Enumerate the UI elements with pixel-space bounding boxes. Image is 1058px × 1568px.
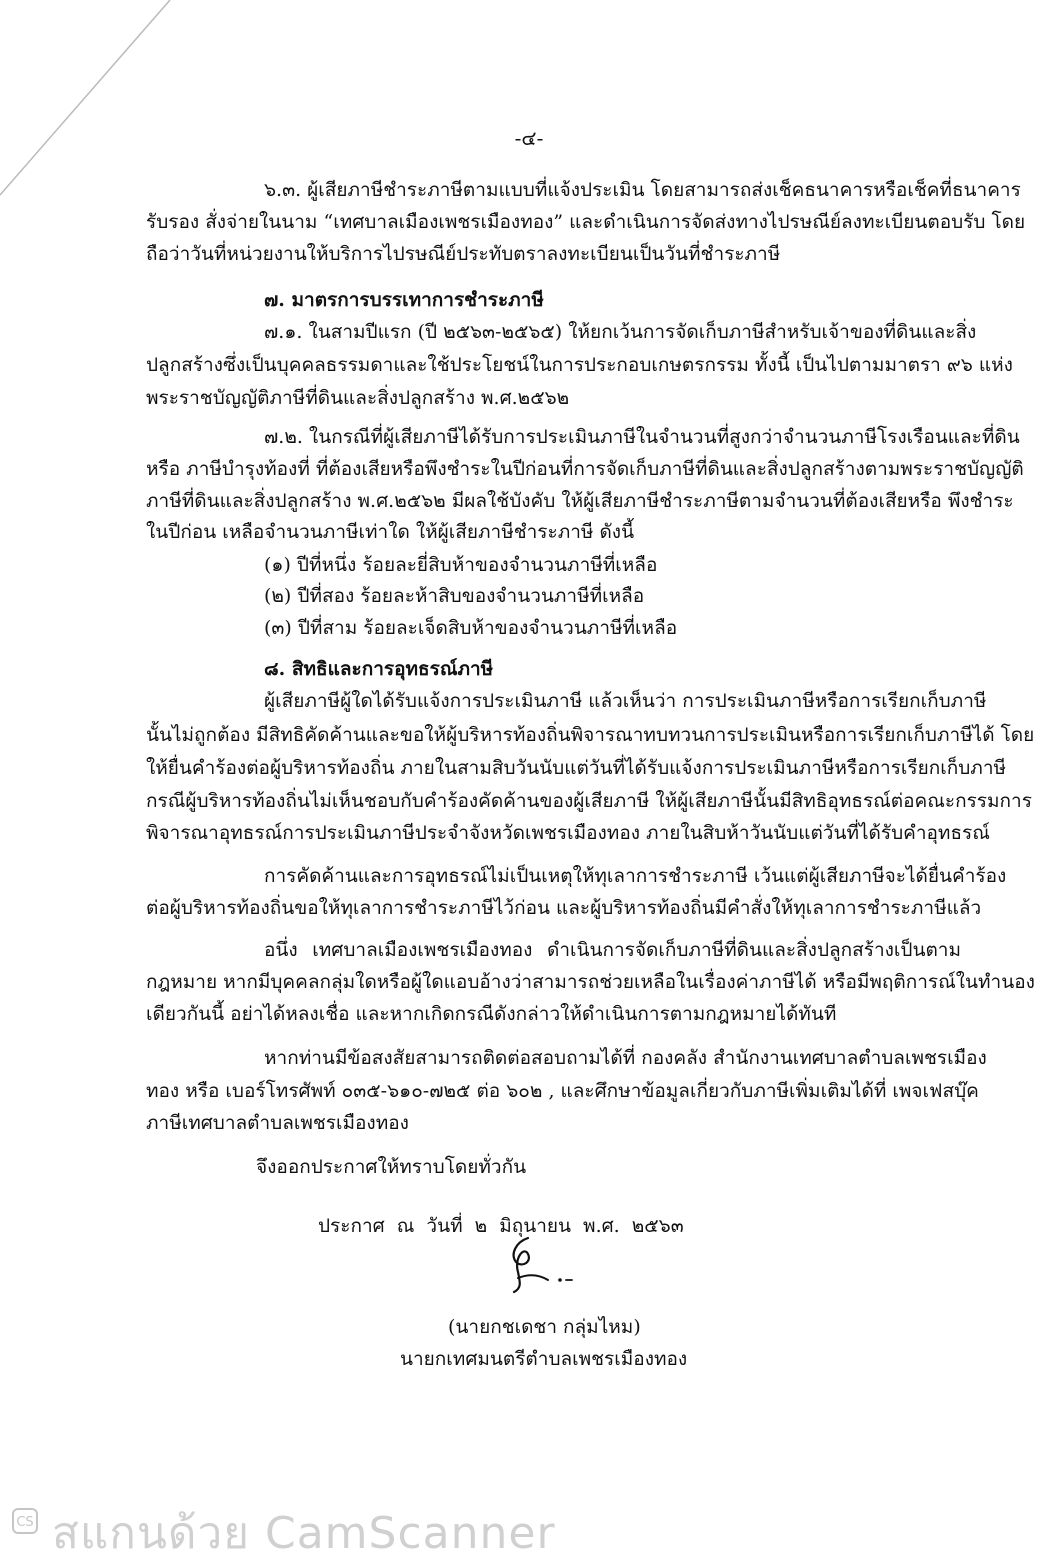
section-7-heading: ๗. มาตรการบรรเทาการชำระภาษี [264, 289, 544, 311]
section-8-p4-line-3: ภาษีเทศบาลตำบลเพชรเมืองทอง [146, 1112, 409, 1134]
watermark-text: สแกนด้วย CamScanner [52, 1508, 556, 1559]
camscanner-watermark [12, 1500, 632, 1559]
section-6-3-line-3: ถือว่าวันที่หน่วยงานให้บริการไปรษณีย์ประทับตราลงทะเบียนเป็นวันที่ชำระภาษี [146, 243, 781, 265]
section-8-p2-line-1: การคัดค้านและการอุทธรณ์ไม่เป็นเหตุให้ทุเลาการชำระภาษี เว้นแต่ผู้เสียภาษีจะได้ยื่นคำร้อง [264, 865, 1007, 887]
list-item: (๒) ปีที่สอง ร้อยละห้าสิบของจำนวนภาษีที่เหลือ [264, 585, 645, 607]
section-8-p1-line-3: ให้ยื่นคำร้องต่อผู้บริหารท้องถิ่น ภายในสามสิบวันนับแต่วันที่ได้รับแจ้งการประเมินภาษีหรือการเรียกเก็บภาษี [146, 757, 1007, 779]
list-item: (๑) ปีที่หนึ่ง ร้อยละยี่สิบห้าของจำนวนภาษีที่เหลือ [264, 554, 658, 576]
section-8-p2-line-2: ต่อผู้บริหารท้องถิ่นขอให้ทุเลาการชำระภาษีไว้ก่อน และผู้บริหารท้องถิ่นมีคำสั่งให้ทุเลาการชำระภาษีแล้ว [146, 897, 982, 919]
section-8-p3-line-3: เดียวกันนี้ อย่าได้หลงเชื่อ และหากเกิดกรณีดังกล่าวให้ดำเนินการตามกฎหมายได้ทันที [146, 1003, 837, 1025]
list-item: (๓) ปีที่สาม ร้อยละเจ็ดสิบห้าของจำนวนภาษีที่เหลือ [264, 617, 678, 639]
section-8-p4-line-2: ทอง หรือ เบอร์โทรศัพท์ ๐๓๕-๖๑๐-๗๒๕ ต่อ ๖๐๒ , และศึกษาข้อมูลเกี่ยวกับภาษีเพิ่มเติมได้ที่ เพจเฟสบุ๊ค [146, 1080, 979, 1102]
section-8-p4-line-1: หากท่านมีข้อสงสัยสามารถติดต่อสอบถามได้ที่ กองคลัง สำนักงานเทศบาลตำบลเพชรเมือง [264, 1047, 987, 1069]
section-6-3-line-2: รับรอง สั่งจ่ายในนาม “เทศบาลเมืองเพชรเมืองทอง” และดำเนินการจัดส่งทางไปรษณีย์ลงทะเบียนตอบรับ โดย [146, 211, 1026, 233]
section-6-3-line-1: ๖.๓. ผู้เสียภาษีชำระภาษีตามแบบที่แจ้งประเมิน โดยสามารถส่งเช็คธนาคารหรือเช็คที่ธนาคาร [264, 179, 1021, 201]
section-7-2-line-1: ๗.๒. ในกรณีที่ผู้เสียภาษีได้รับการประเมินภาษีในจำนวนที่สูงกว่าจำนวนภาษีโรงเรือนและที่ดิน [264, 426, 1020, 448]
section-7-2-line-3: ภาษีที่ดินและสิ่งปลูกสร้าง พ.ศ.๒๕๖๒ มีผลใช้บังคับ ให้ผู้เสียภาษีชำระภาษีตามจำนวนที่ต้องเสียหรือ พึงชำระ [146, 490, 1014, 512]
section-7-1-line-1: ๗.๑. ในสามปีแรก (ปี ๒๕๖๓-๒๕๖๕) ให้ยกเว้นการจัดเก็บภาษีสำหรับเจ้าของที่ดินและสิ่ง [264, 321, 977, 343]
announcement-line: จึงออกประกาศให้ทราบโดยทั่วกัน [256, 1156, 527, 1178]
section-8-p3-line-1: อนึ่ง เทศบาลเมืองเพชรเมืองทอง ดำเนินการจัดเก็บภาษีที่ดินและสิ่งปลูกสร้างเป็นตาม [264, 939, 961, 961]
section-7-2-line-4: ในปีก่อน เหลือจำนวนภาษีเท่าใด ให้ผู้เสียภาษีชำระภาษี ดังนี้ [146, 521, 635, 543]
section-7-1-line-2: ปลูกสร้างซึ่งเป็นบุคคลธรรมดาและใช้ประโยชน์ในการประกอบเกษตรกรรม ทั้งนี้ เป็นไปตามมาตรา ๙๖ แห่ง [146, 354, 1013, 376]
section-8-p1-line-5: พิจารณาอุทธรณ์การประเมินภาษีประจำจังหวัดเพชรเมืองทอง ภายในสิบห้าวันนับแต่วันที่ได้รับคำอุทธรณ์ [146, 822, 990, 844]
announcement-date: ประกาศ ณ วันที่ ๒ มิถุนายน พ.ศ. ๒๕๖๓ [318, 1215, 684, 1237]
section-8-p1-line-4: กรณีผู้บริหารท้องถิ่นไม่เห็นชอบกับคำร้องคัดค้านของผู้เสียภาษี ให้ผู้เสียภาษีนั้นมีสิทธิอุทธรณ์ต่อคณะกรรมการ [146, 790, 1032, 812]
section-8-p1-line-2: นั้นไม่ถูกต้อง มีสิทธิคัดค้านและขอให้ผู้บริหารท้องถิ่นพิจารณาทบทวนการประเมินหรือการเรียกเก็บภาษีได้ โดย [146, 724, 1035, 746]
signer-name: (นายกชเดชา กลุ่มไหม) [448, 1316, 641, 1338]
page-number: -๔- [514, 126, 544, 150]
section-7-1-line-3: พระราชบัญญัติภาษีที่ดินและสิ่งปลูกสร้าง พ.ศ.๒๕๖๒ [146, 387, 570, 409]
signature [498, 1228, 578, 1298]
signer-title: นายกเทศมนตรีตำบลเพชรเมืองทอง [400, 1348, 688, 1370]
section-8-p1-line-1: ผู้เสียภาษีผู้ใดได้รับแจ้งการประเมินภาษี แล้วเห็นว่า การประเมินภาษีหรือการเรียกเก็บภาษี [264, 690, 987, 712]
section-8-heading: ๘. สิทธิและการอุทธรณ์ภาษี [264, 658, 494, 680]
section-8-p3-line-2: กฎหมาย หากมีบุคคลกลุ่มใดหรือผู้ใดแอบอ้างว่าสามารถช่วยเหลือในเรื่องค่าภาษีได้ หรือมีพฤติการณ์ในทำนอง [146, 971, 1035, 993]
folded-corner-line [0, 0, 180, 200]
section-7-2-line-2: หรือ ภาษีบำรุงท้องที่ ที่ต้องเสียหรือพึงชำระในปีก่อนที่การจัดเก็บภาษีที่ดินและสิ่งปลูกสร้างตามพระราชบัญญัติ [146, 458, 1024, 480]
camscanner-logo-icon: CS [12, 1508, 38, 1534]
